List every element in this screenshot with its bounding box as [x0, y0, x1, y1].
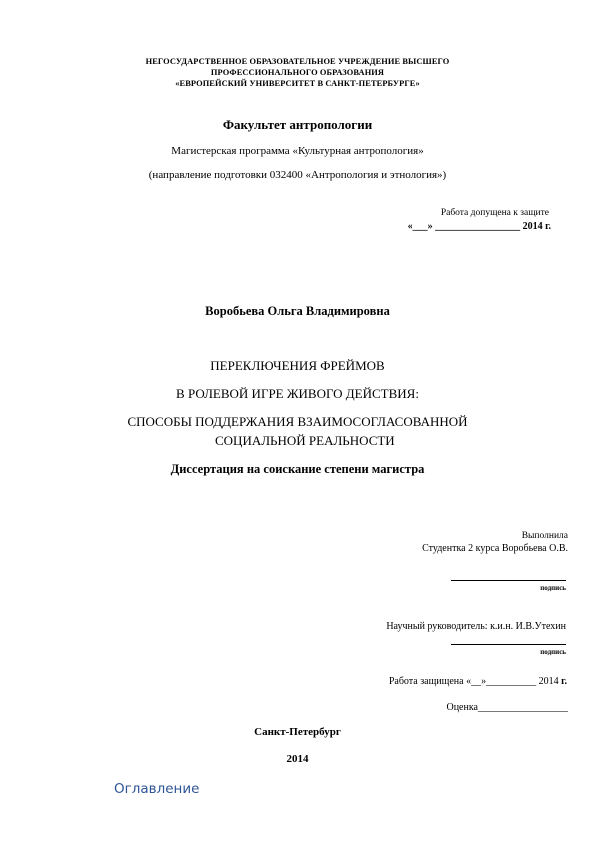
defense-year-suffix: г. [561, 676, 567, 687]
title-line-1: ПЕРЕКЛЮЧЕНИЯ ФРЕЙМОВ [210, 358, 385, 373]
dissertation-subtitle: Диссертация на соискание степени магистра [170, 462, 425, 476]
student-signature-line [451, 580, 566, 581]
supervisor-signature-caption: подпись [540, 648, 566, 656]
supervisor-signature-line [451, 644, 566, 645]
student-name: Студентка 2 курса Воробьева О.В. [422, 543, 568, 554]
title-line-2: В РОЛЕВОЙ ИГРЕ ЖИВОГО ДЕЙСТВИЯ: [176, 386, 419, 401]
program-name: Магистерская программа «Культурная антропология» [171, 145, 424, 157]
title-line-4: СОЦИАЛЬНОЙ РЕАЛЬНОСТИ [215, 433, 395, 448]
grade-line: Оценка__________________ [446, 702, 568, 713]
admission-date-line: «___» _________________ 2014 г. [407, 221, 551, 232]
header-line-3: «ЕВРОПЕЙСКИЙ УНИВЕРСИТЕТ В САНКТ-ПЕТЕРБУРГЕ» [175, 79, 420, 88]
author-name: Воробьева Ольга Владимировна [205, 304, 390, 318]
performed-label: Выполнила [521, 531, 568, 541]
city: Санкт-Петербург [254, 726, 341, 738]
defense-line [389, 676, 567, 687]
toc-heading: Оглавление [114, 781, 200, 797]
student-signature-caption: подпись [540, 584, 566, 592]
admission-label: Работа допущена к защите [440, 208, 549, 218]
supervisor-label: Научный руководитель: к.и.н. И.В.Утехин [386, 621, 566, 632]
header-line-1: НЕГОСУДАРСТВЕННОЕ ОБРАЗОВАТЕЛЬНОЕ УЧРЕЖДЕНИЕ ВЫСШЕГО [145, 57, 450, 66]
faculty-title: Факультет антропологии [222, 117, 373, 132]
title-line-3: СПОСОБЫ ПОДДЕРЖАНИЯ ВЗАИМОСОГЛАСОВАННОЙ [127, 414, 468, 429]
direction-text: (направление подготовки 032400 «Антропология и этнология») [148, 169, 447, 181]
defense-protected-text: Работа защищена «__»__________ 2014 [388, 676, 559, 687]
year: 2014 [286, 753, 309, 765]
header-line-2: ПРОФЕССИОНАЛЬНОГО ОБРАЗОВАНИЯ [210, 68, 385, 77]
